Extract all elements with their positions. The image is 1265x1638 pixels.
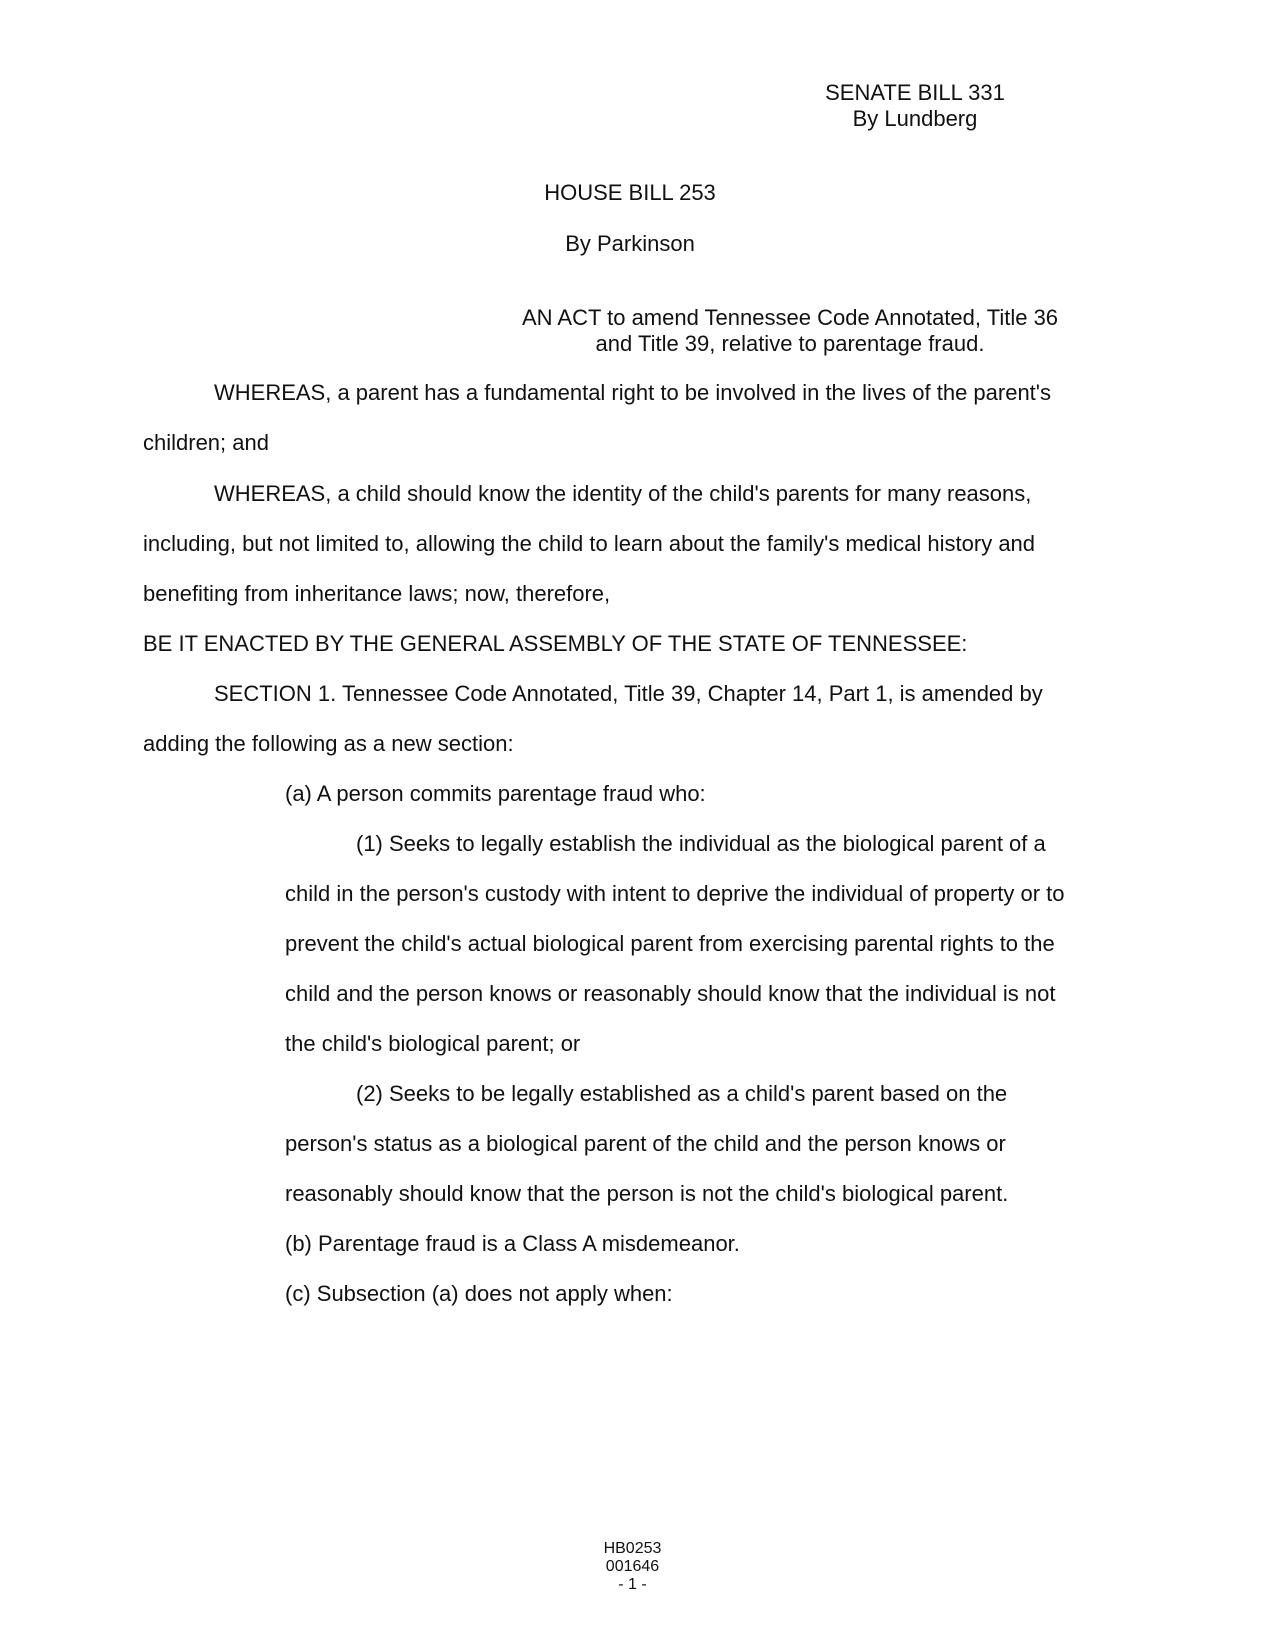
house-bill-number: HOUSE BILL 253 [544,180,716,205]
subsection-a: (a) A person commits parentage fraud who: [285,781,706,806]
document-number: 001646 [605,1558,660,1575]
page-footer [560,1540,705,1594]
item-2-line-2: person's status as a biological parent of the child and the person knows or [285,1131,1006,1156]
section-1-line-1: SECTION 1. Tennessee Code Annotated, Title 39, Chapter 14, Part 1, is amended by [214,681,1043,706]
item-2-line-1: (2) Seeks to be legally established as a child's parent based on the [356,1081,1008,1106]
item-1-line-1: (1) Seeks to legally establish the individual as the biological parent of a [356,831,1046,856]
bill-code: HB0253 [603,1540,662,1557]
whereas-1-line-2: children; and [143,430,269,455]
house-bill-sponsor: By Parkinson [565,231,695,256]
section-1-line-2: adding the following as a new section: [143,731,514,756]
senate-bill-sponsor: By Lundberg [852,106,978,131]
senate-bill-number: SENATE BILL 331 [825,80,1005,105]
whereas-1-line-1: WHEREAS, a parent has a fundamental right to be involved in the lives of the parent's [214,380,1051,405]
item-1-line-5: the child's biological parent; or [285,1031,581,1056]
subsection-b: (b) Parentage fraud is a Class A misdemeanor. [285,1231,740,1256]
page-number: - 1 - [618,1576,647,1593]
act-caption-line-1: AN ACT to amend Tennessee Code Annotated, Title 36 [521,305,1059,330]
item-1-line-2: child in the person's custody with intent to deprive the individual of property or to [285,881,1065,906]
whereas-2-line-2: including, but not limited to, allowing the child to learn about the family's medical history and [143,531,1036,556]
whereas-2-line-1: WHEREAS, a child should know the identity of the child's parents for many reasons, [214,481,1032,506]
enacting-clause: BE IT ENACTED BY THE GENERAL ASSEMBLY OF THE STATE OF TENNESSEE: [143,631,968,656]
item-1-line-4: child and the person knows or reasonably should know that the individual is not [285,981,1056,1006]
item-2-line-3: reasonably should know that the person is not the child's biological parent. [285,1181,1009,1206]
item-1-line-3: prevent the child's actual biological parent from exercising parental rights to the [285,931,1055,956]
act-caption-line-2: and Title 39, relative to parentage fraud. [595,331,985,356]
act-caption [500,305,1080,357]
subsection-c: (c) Subsection (a) does not apply when: [285,1281,673,1306]
senate-bill-block [790,80,1040,132]
whereas-2-line-3: benefiting from inheritance laws; now, therefore, [143,581,611,606]
